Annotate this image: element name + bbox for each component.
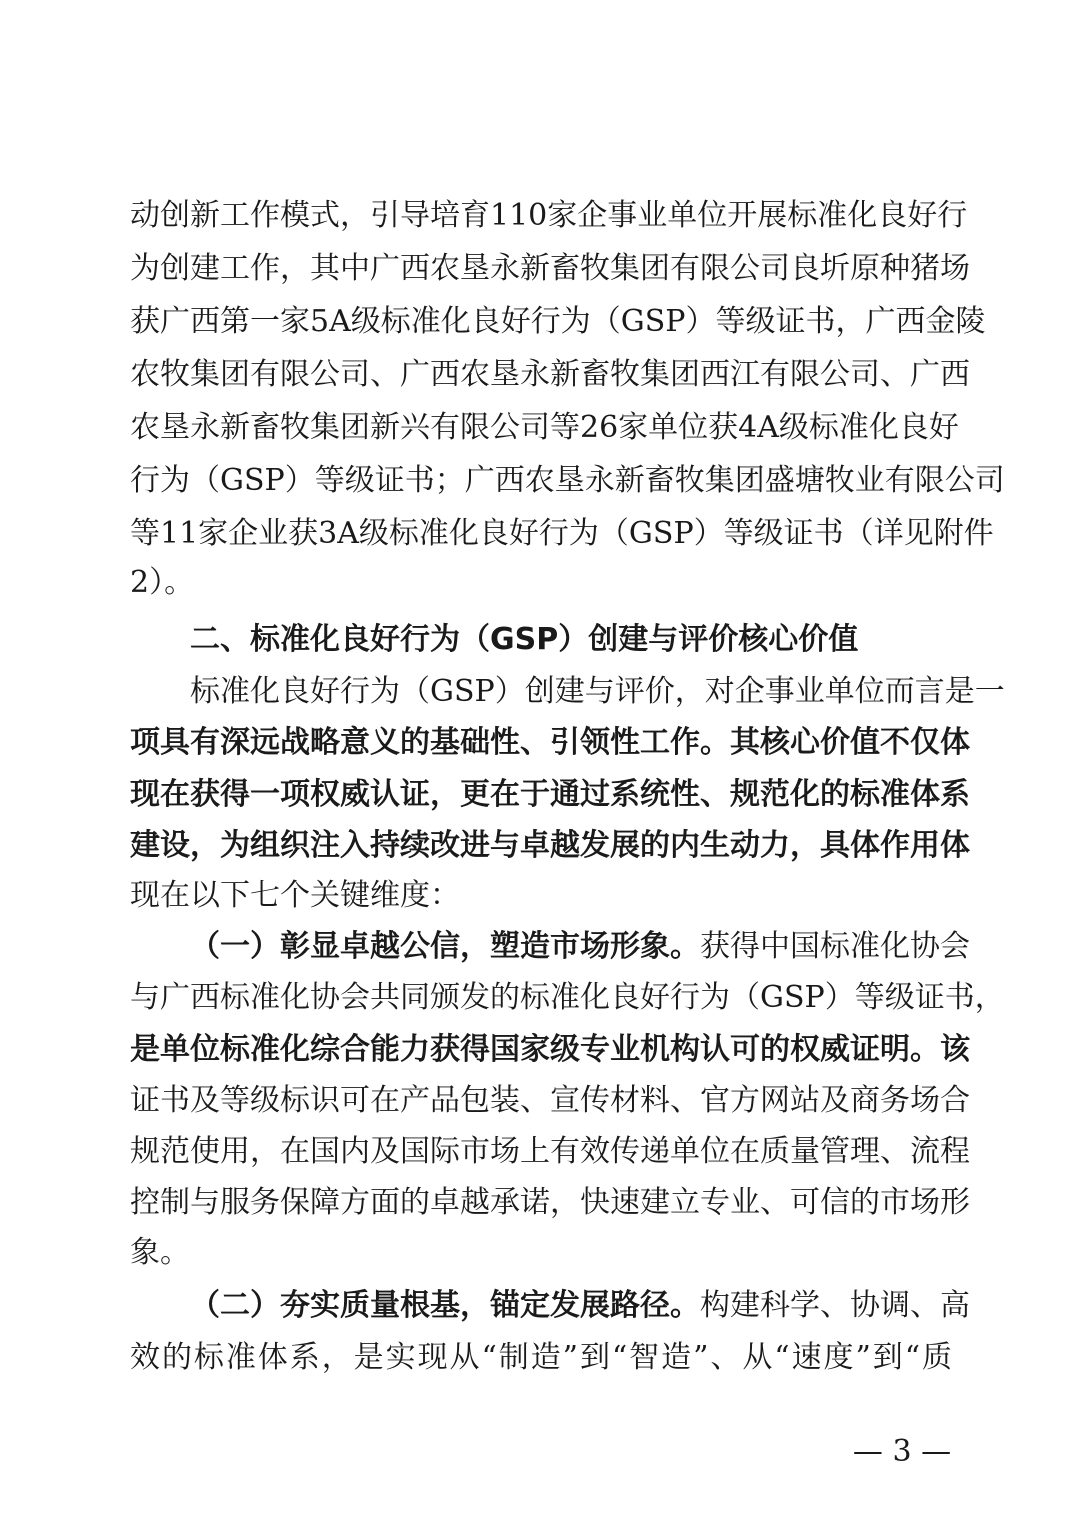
p3-line-2: 与广西标准化协会共同颁发的标准化良好行为（GSP）等级证书，: [130, 980, 1005, 1015]
p1-line-7: 等11家企业获3A级标准化良好行为（GSP）等级证书（详见附件: [130, 516, 994, 551]
p1-line-6: 行为（GSP）等级证书；广西农垦永新畜牧集团盛塘牧业有限公司: [130, 463, 1005, 498]
section-heading-2: 二、标准化良好行为（GSP）创建与评价核心价值: [190, 622, 859, 657]
page-number: — 3 —: [852, 1434, 952, 1469]
p2-line-2: 项具有深远战略意义的基础性、引领性工作。其核心价值不仅体: [130, 725, 970, 760]
p2-line-3: 现在获得一项权威认证，更在于通过系统性、规范化的标准体系: [130, 777, 970, 812]
p1-line-3: 获广西第一家5A级标准化良好行为（GSP）等级证书，广西金陵: [130, 304, 986, 339]
p4-line-2: 效的标准体系，是实现从“制造”到“智造”、从“速度”到“质: [130, 1340, 952, 1375]
p1-line-4: 农牧集团有限公司、广西农垦永新畜牧集团西江有限公司、广西: [130, 357, 970, 392]
p1-line-5: 农垦永新畜牧集团新兴有限公司等26家单位获4A级标准化良好: [130, 410, 959, 445]
p1-line-1: 动创新工作模式，引导培育110家企事业单位开展标准化良好行: [130, 198, 968, 233]
p1-line-2: 为创建工作，其中广西农垦永新畜牧集团有限公司良圻原种猪场: [130, 251, 970, 286]
p4-line-1-rest: 构建科学、协调、高: [700, 1288, 970, 1323]
p4-line-1: [190, 1280, 970, 1332]
p2-line-1: 标准化良好行为（GSP）创建与评价，对企事业单位而言是一: [190, 674, 1005, 709]
p2-line-4: 建设，为组织注入持续改进与卓越发展的内生动力，具体作用体: [130, 828, 970, 863]
p1-line-8: 2）。: [130, 565, 195, 600]
p3-line-5: 规范使用，在国内及国际市场上有效传递单位在质量管理、流程: [130, 1134, 970, 1169]
p2-line-5: 现在以下七个关键维度：: [130, 878, 460, 913]
p3-line-3: 是单位标准化综合能力获得国家级专业机构认可的权威证明。该: [130, 1032, 970, 1067]
p3-lead: （一）彰显卓越公信，塑造市场形象。: [190, 929, 700, 964]
p3-line-1-rest: 获得中国标准化协会: [700, 929, 970, 964]
p3-line-6: 控制与服务保障方面的卓越承诺，快速建立专业、可信的市场形: [130, 1185, 970, 1220]
p3-line-4: 证书及等级标识可在产品包装、宣传材料、官方网站及商务场合: [130, 1083, 970, 1118]
p3-line-1: [190, 921, 970, 973]
p4-lead: （二）夯实质量根基，锚定发展路径。: [190, 1288, 700, 1323]
p3-line-7: 象。: [130, 1235, 190, 1270]
